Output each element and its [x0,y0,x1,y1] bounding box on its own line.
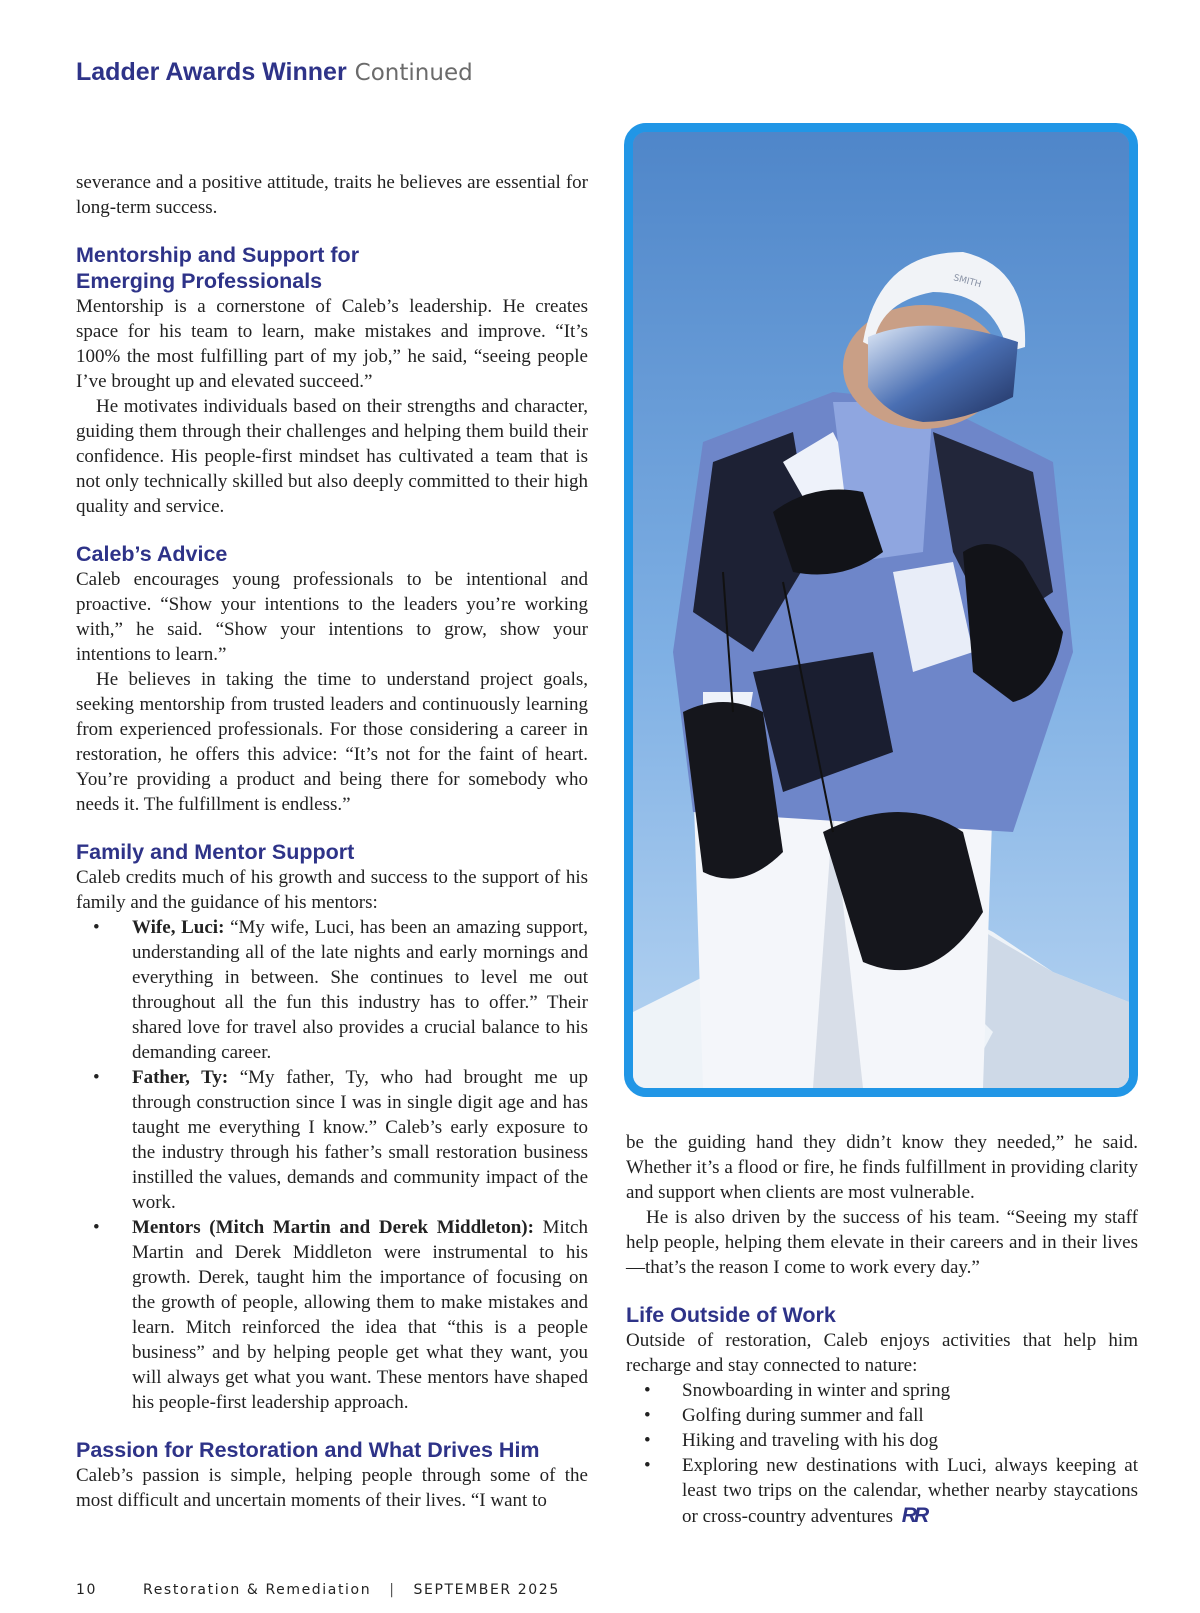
list-item [76,1065,588,1215]
list-item [626,1378,1138,1403]
activities-list [626,1378,1138,1529]
footer-separator: | [389,1582,396,1598]
mentorship-paragraph-1: Mentorship is a cornerstone of Caleb’s leadership. He creates space for his team to learn, make mistakes and improve. “It’s 100% the most fulfilling part of my job,” he said, “seeing people I’ve brought up and elevated succeed.” [76,296,588,392]
team-paragraph: He is also driven by the success of his team. “Seeing my staff help people, helping them elevate in their careers and in their lives—that’s the reason I come to work every day.” [626,1207,1138,1278]
list-item [626,1428,1138,1453]
family-list [76,915,588,1415]
list-item [76,915,588,1065]
list-item-text: “My wife, Luci, has been an amazing support, understanding all of the late nights and early mornings and everything in between. She continues to level me out throughout all the fun this industry has to offer.” Their shared love for travel also provides a crucial balance to his demanding career. [132,917,588,1063]
list-item-text: Golfing during summer and fall [682,1405,924,1426]
list-item [76,1215,588,1415]
list-item-text: Hiking and traveling with his dog [682,1430,938,1451]
intro-paragraph: severance and a positive attitude, traits he believes are essential for long-term success. [76,172,588,218]
skier-illustration [633,132,1129,1088]
page-header [76,58,473,87]
passion-paragraph: Caleb’s passion is simple, helping people through some of the most difficult and uncertain moments of their lives. “I want to [76,1465,588,1511]
continued-label: Continued [354,60,473,86]
issue-date: SEPTEMBER 2025 [413,1582,560,1598]
list-item-text: Snowboarding in winter and spring [682,1380,951,1401]
family-heading: Family and Mentor Support [76,840,355,864]
list-item-text: Mitch Martin and Derek Middleton were instrumental to his growth. Derek, taught him the importance of focusing on the growth of people, allowing them to make mistakes and learn. Mitch reinforced the idea that “this is a people business” and by helping people get what they want, you will always get what you want. These mentors have shaped his people-first leadership approach. [132,1217,588,1413]
list-item-label: Mentors (Mitch Martin and Derek Middleton): [132,1217,534,1238]
mentorship-heading [76,242,588,294]
list-item-label: Father, Ty: [132,1067,229,1088]
mentorship-heading-line2: Emerging Professionals [76,269,323,293]
bullet-icon: • [644,1380,651,1401]
list-item [626,1453,1138,1529]
advice-paragraph-2: He believes in taking the time to understand project goals, seeking mentorship from trusted leaders and continuously learning from experienced professionals. For those considering a career in restoration, he offers this advice: “It’s not for the faint of heart. You’re providing a product and being there for somebody who needs it. The fulfillment is endless.” [76,669,588,815]
bullet-icon: • [644,1405,651,1426]
bullet-icon: • [93,1217,100,1238]
bullet-icon: • [644,1455,651,1476]
life-intro: Outside of restoration, Caleb enjoys activities that help him recharge and stay connected to nature: [626,1330,1138,1376]
family-intro: Caleb credits much of his growth and success to the support of his family and the guidance of his mentors: [76,867,588,913]
section-title: Ladder Awards Winner [76,58,347,86]
list-item-text: Exploring new destinations with Luci, always keeping at least two trips on the calendar, whether nearby staycations or cross-country adventures [682,1455,1138,1527]
bullet-icon: • [644,1430,651,1451]
list-item-label: Wife, Luci: [132,917,225,938]
advice-paragraph-1: Caleb encourages young professionals to be intentional and proactive. “Show your intentions to the leaders you’re working with,” he said. “Show your intentions to grow, show your intentions to learn.” [76,569,588,665]
left-column [76,170,588,1513]
page-footer [76,1582,560,1598]
life-heading: Life Outside of Work [626,1303,836,1327]
advice-heading: Caleb’s Advice [76,542,228,566]
rr-logo-icon: RR [901,1504,927,1527]
passion-heading: Passion for Restoration and What Drives Him [76,1438,540,1462]
list-item-text: “My father, Ty, who had brought me up through construction since I was in single digit age and has taught me everything I know.” Caleb’s early exposure to the industry through his father’s small restoration business instilled the values, demands and community impact of the work. [132,1067,588,1213]
mentorship-heading-line1: Mentorship and Support for [76,243,360,267]
passion-continued-paragraph: be the guiding hand they didn’t know they needed,” he said. Whether it’s a flood or fire, he finds fulfillment in providing clarity and support when clients are most vulnerable. [626,1132,1138,1203]
mentorship-paragraph-2: He motivates individuals based on their strengths and character, guiding them through their challenges and helping them build their confidence. His people-first mindset has cultivated a team that is not only technically skilled but also deeply committed to their high quality and service. [76,396,588,517]
bullet-icon: • [93,917,100,938]
right-column [626,1130,1138,1529]
page-number: 10 [76,1582,98,1598]
helmet-brand: SMITH [952,273,983,291]
list-item [626,1403,1138,1428]
skier-photo [624,123,1138,1097]
publication-name: Restoration & Remediation [143,1582,372,1598]
bullet-icon: • [93,1067,100,1088]
